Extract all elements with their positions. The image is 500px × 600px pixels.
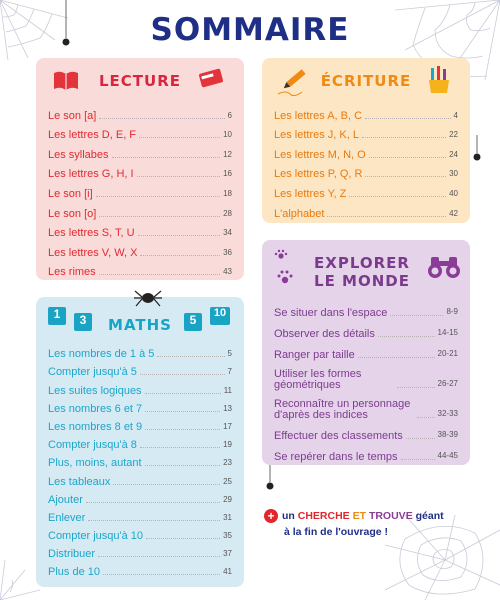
ecriture-heading: ÉCRITURE <box>320 72 412 90</box>
explorer-panel <box>262 240 470 465</box>
bonus-word-trouve: TROUVE <box>368 510 413 522</box>
list-item[interactable]: Distribuer 37 <box>48 548 232 561</box>
explorer-heading-line2: LE MONDE <box>314 272 410 290</box>
page-title: SOMMAIRE <box>150 12 350 48</box>
explorer-list <box>274 298 458 463</box>
list-item[interactable]: Les lettres V, W, X 36 <box>48 246 232 259</box>
bonus-note <box>264 508 464 540</box>
maths-panel <box>36 297 244 587</box>
spider-mid-icon <box>262 462 278 494</box>
bonus-line-2: à la fin de l'ouvrage ! <box>284 526 389 538</box>
bonus-prefix: un <box>282 510 295 522</box>
number-cube-1-label: 1 <box>53 307 61 321</box>
list-item[interactable]: Ajouter 29 <box>48 493 232 506</box>
list-item[interactable]: Les lettres A, B, C 4 <box>274 109 458 122</box>
explorer-heading <box>292 254 432 290</box>
list-item[interactable]: Compter jusqu'à 10 35 <box>48 530 232 543</box>
spider-right-icon <box>470 135 484 165</box>
list-item[interactable]: Se situer dans l'espace 8-9 <box>274 307 458 319</box>
lecture-panel <box>36 58 244 280</box>
list-item[interactable]: Le son [i] 18 <box>48 187 232 200</box>
number-cube-5-label: 5 <box>189 313 197 327</box>
list-item[interactable]: Les suites logiques 11 <box>48 384 232 397</box>
bonus-word-et: ET <box>352 510 367 522</box>
bonus-word-cherche: CHERCHE <box>297 510 350 522</box>
list-item[interactable]: Observer des détails 14-15 <box>274 328 458 340</box>
list-item[interactable]: Les lettres S, T, U 34 <box>48 227 232 240</box>
plus-icon: + <box>264 509 278 523</box>
list-item[interactable]: Le son [a] 6 <box>48 109 232 122</box>
list-item[interactable]: Les lettres Y, Z 40 <box>274 187 458 200</box>
list-item[interactable]: L'alphabet 42 <box>274 207 458 220</box>
number-cube-10-label: 10 <box>213 307 227 319</box>
list-item[interactable]: Utiliser les formes géométriques 26-27 <box>274 368 458 391</box>
list-item[interactable]: Enlever 31 <box>48 511 232 524</box>
list-item[interactable]: Compter jusqu'à 5 7 <box>48 366 232 379</box>
number-cube-3-label: 3 <box>79 313 87 327</box>
maths-heading: MATHS <box>108 316 172 334</box>
list-item[interactable]: Les tableaux 25 <box>48 475 232 488</box>
spider-web-bottom-left-icon <box>0 560 40 600</box>
lecture-heading: LECTURE <box>98 72 182 90</box>
explorer-heading-line1: EXPLORER <box>314 254 410 272</box>
list-item[interactable]: Ranger par taille 20-21 <box>274 349 458 361</box>
list-item[interactable]: Les lettres P, Q, R 30 <box>274 168 458 181</box>
list-item[interactable]: Les lettres M, N, O 24 <box>274 148 458 161</box>
lecture-list <box>48 102 232 278</box>
list-item[interactable]: Se repérer dans le temps 44-45 <box>274 451 458 463</box>
ecriture-panel <box>262 58 470 223</box>
list-item[interactable]: Les lettres D, E, F 10 <box>48 129 232 142</box>
list-item[interactable]: Les lettres J, K, L 22 <box>274 129 458 142</box>
list-item[interactable]: Les lettres G, H, I 16 <box>48 168 232 181</box>
list-item[interactable]: Plus de 10 41 <box>48 566 232 579</box>
list-item[interactable]: Compter jusqu'à 8 19 <box>48 439 232 452</box>
list-item[interactable]: Les syllabes 12 <box>48 148 232 161</box>
list-item[interactable]: Reconnaître un personnage d'après des indices 32-33 <box>274 398 458 421</box>
list-item[interactable]: Effectuer des classements 38-39 <box>274 430 458 442</box>
bonus-line-1 <box>264 508 464 524</box>
bonus-suffix: géant <box>415 510 444 522</box>
list-item[interactable]: Le son [o] 28 <box>48 207 232 220</box>
list-item[interactable]: Les nombres 8 et 9 17 <box>48 420 232 433</box>
ecriture-list <box>274 102 458 220</box>
spider-icon <box>134 285 162 309</box>
list-item[interactable]: Les nombres de 1 à 5 5 <box>48 348 232 361</box>
list-item[interactable]: Plus, moins, autant 23 <box>48 457 232 470</box>
list-item[interactable]: Les nombres 6 et 7 13 <box>48 402 232 415</box>
list-item[interactable]: Les rimes 43 <box>48 266 232 279</box>
maths-list <box>48 342 232 578</box>
